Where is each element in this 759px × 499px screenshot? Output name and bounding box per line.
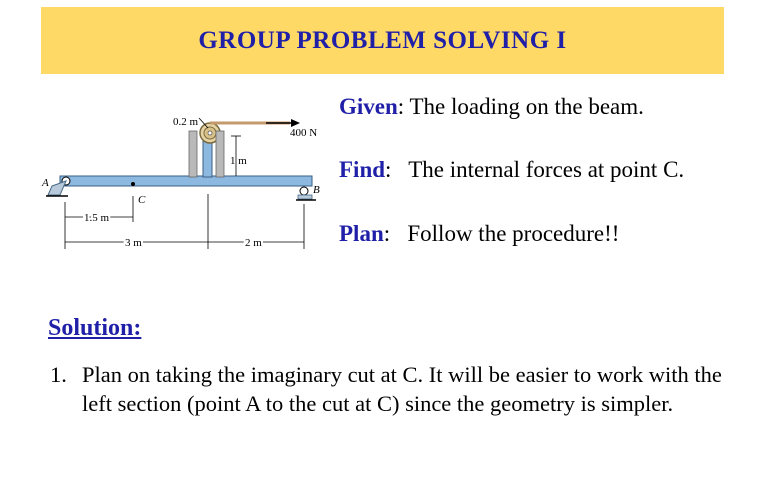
find-label: Find: [339, 157, 386, 182]
step-text: Plan on taking the imaginary cut at C. It will be easier to work with the left section (point A to the cut at C) since the geometry is simpler.: [82, 362, 722, 416]
pulley-bracket: [189, 131, 197, 177]
find-line: Find: The internal forces at point C.: [339, 157, 685, 182]
point-c-marker: [131, 182, 135, 186]
beam: [60, 176, 312, 186]
given-text: The loading on the beam.: [404, 94, 644, 119]
support-b: [300, 187, 308, 195]
solution-heading: Solution:: [48, 315, 142, 341]
point-b-label: B: [313, 184, 320, 196]
dim-3-label: 2 m: [245, 237, 262, 249]
height-label: 1 m: [230, 155, 247, 167]
given-label: Given: [339, 94, 398, 119]
given-line: Given: The loading on the beam.: [339, 94, 644, 119]
force-label: 400 N: [290, 127, 318, 139]
point-c-label: C: [138, 194, 146, 206]
step-number: 1.: [50, 362, 67, 387]
find-text: The internal forces at point C.: [391, 157, 685, 182]
point-a-label: A: [42, 177, 49, 189]
title-banner: [41, 7, 724, 74]
beam-figure: [38, 104, 338, 264]
dim-2-label: 3 m: [125, 237, 142, 249]
plan-label: Plan: [339, 221, 384, 246]
dim-1-label: 1.5 m: [84, 212, 110, 224]
radius-label: 0.2 m: [173, 116, 199, 128]
page-title: GROUP PROBLEM SOLVING I: [198, 26, 567, 54]
plan-line: Plan: Follow the procedure!!: [339, 221, 620, 246]
plan-text: Follow the procedure!!: [390, 221, 620, 246]
